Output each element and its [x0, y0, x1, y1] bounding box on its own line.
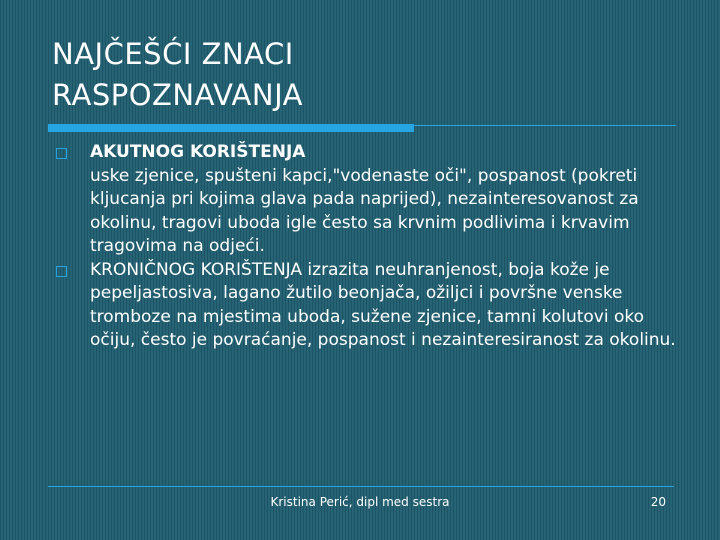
bullet-text-acute: uske zjenice, spušteni kapci,"vodenaste oči", pospanost (pokreti kljucanja pri kojima glava pada naprijed), nezainteresovanost za okolinu, tragovi uboda igle često sa krvnim podlivima i krvavim tragovima na odjeći.	[90, 165, 639, 256]
bullet-item-chronic	[54, 259, 679, 353]
title-underline-accent	[48, 124, 414, 132]
page-number: 20	[650, 495, 666, 509]
bullet-heading-acute: AKUTNOG KORIŠTENJA	[90, 142, 306, 162]
title-line-2: RASPOZNAVANJA	[52, 78, 303, 112]
footer-divider	[48, 486, 674, 487]
bullet-list	[54, 141, 679, 353]
bullet-item-acute	[54, 141, 679, 259]
title-underline-thin	[414, 125, 676, 126]
square-bullet-icon	[56, 148, 67, 159]
footer-author: Kristina Perić, dipl med sestra	[270, 495, 450, 509]
bullet-text-chronic: KRONIČNOG KORIŠTENJA izrazita neuhranjenost, boja kože je pepeljastosiva, lagano žutilo beonjača, ožiljci i površne venske tromboze na mjestima uboda, sužene zjenice, tamni kolutovi oko očiju, često je povraćanje, pospanost i nezainteresiranost za okolinu.	[90, 259, 676, 350]
square-bullet-icon	[56, 266, 67, 277]
slide-title	[52, 34, 672, 116]
title-line-1: NAJČEŠĆI ZNACI	[52, 37, 294, 71]
